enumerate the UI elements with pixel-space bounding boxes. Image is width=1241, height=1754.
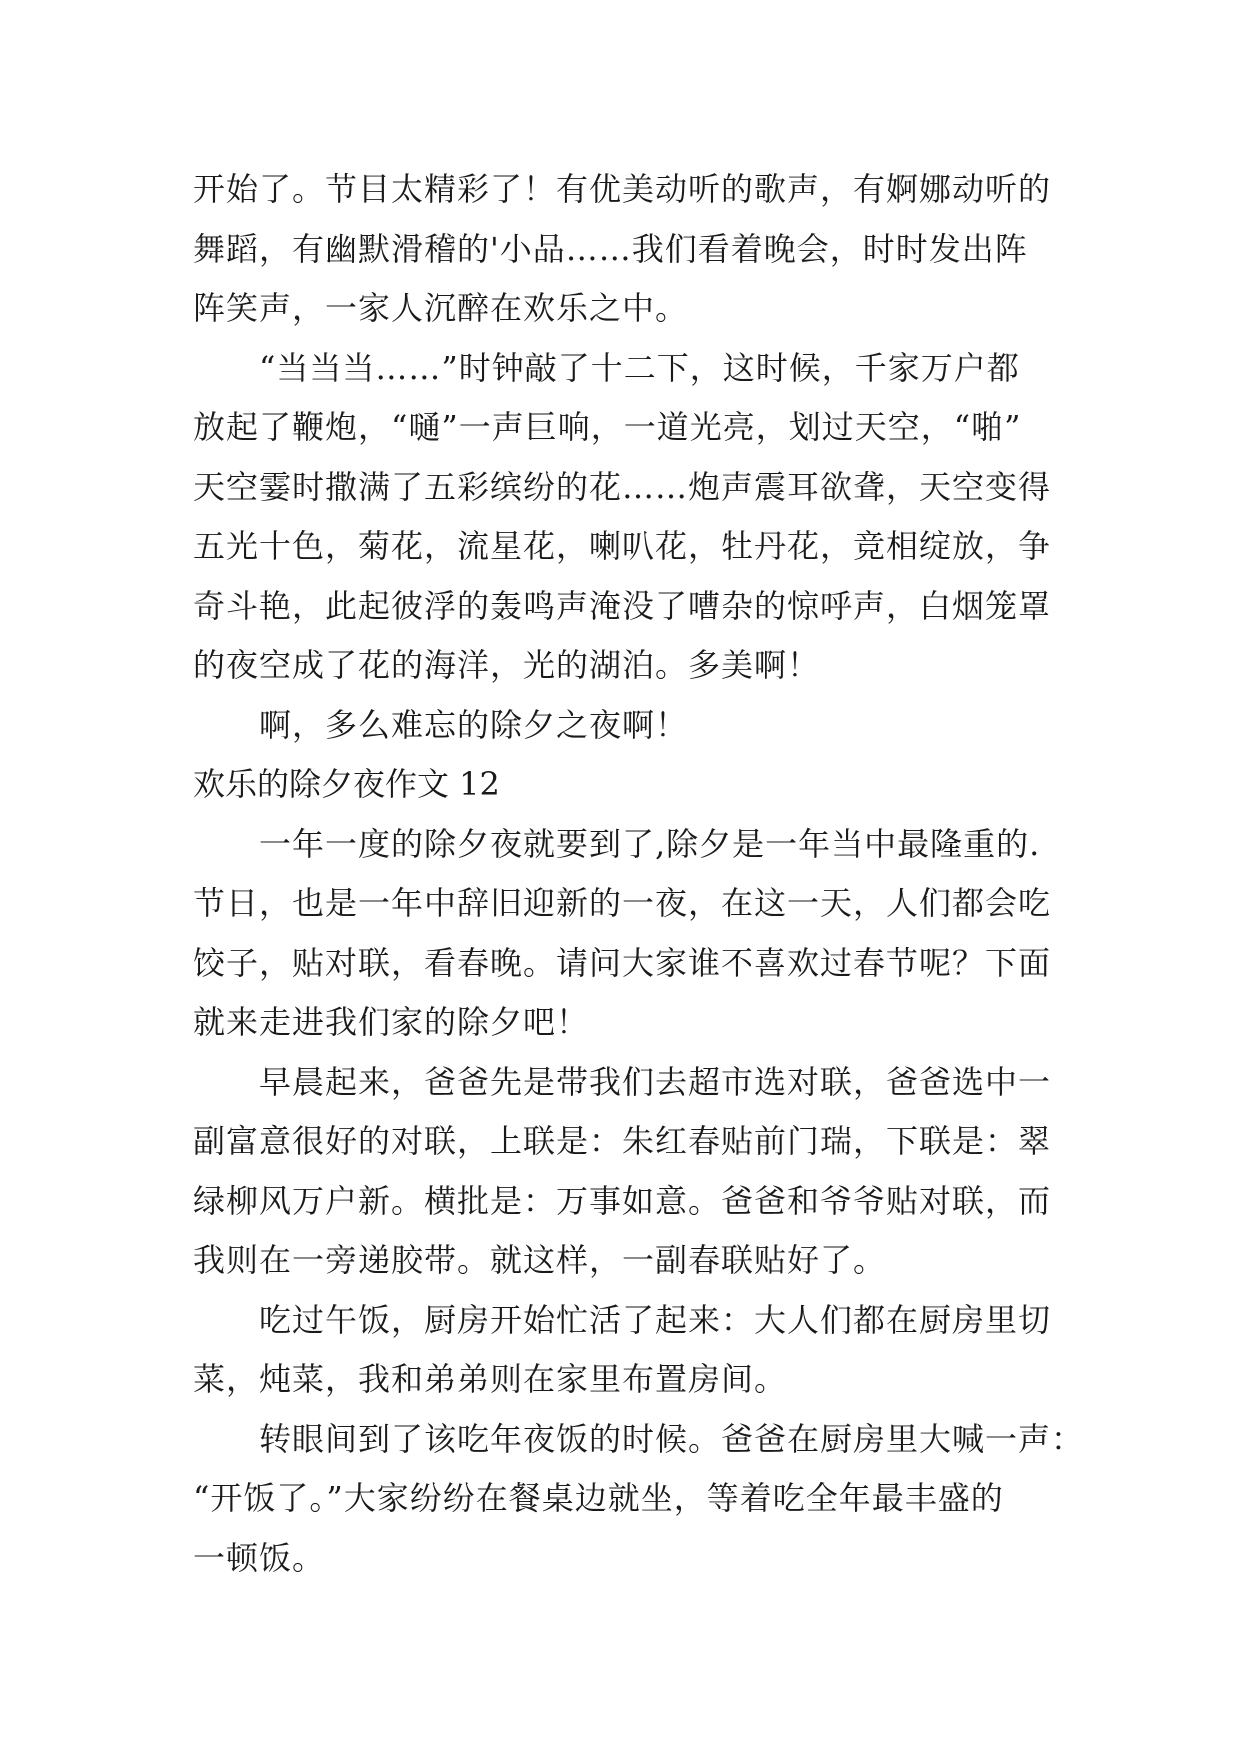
text-line: 菜，炖菜，我和弟弟则在家里布置房间。	[193, 1360, 788, 1398]
text-line: 饺子，贴对联，看春晚。请问大家谁不喜欢过春节呢？下面	[193, 943, 1052, 982]
essay-body	[193, 160, 1085, 1588]
text-line: 一年一度的除夕夜就要到了,除夕是一年当中最隆重的.	[259, 824, 1041, 863]
text-line: 奇斗艳，此起彼浮的轰鸣声淹没了嘈杂的惊呼声，白烟笼罩	[193, 586, 1052, 625]
text-line: 一顿饭。	[193, 1538, 326, 1577]
text-line: 阵笑声，一家人沉醉在欢乐之中。	[193, 289, 689, 327]
text-line: 吃过午饭，厨房开始忙活了起来：大人们都在厨房里切	[259, 1300, 1052, 1339]
text-line: 啊，多么难忘的除夕之夜啊！	[259, 705, 689, 744]
text-line: 舞蹈，有幽默滑稽的'小品……我们看着晚会，时时发出阵	[193, 229, 1028, 268]
text-line: 节日，也是一年中辞旧迎新的一夜，在这一天，人们都会吃	[193, 884, 1052, 922]
text-line: 转眼间到了该吃年夜饭的时候。爸爸在厨房里大喊一声：	[259, 1419, 1085, 1458]
text-line: 放起了鞭炮，“嗵”一声巨响，一道光亮，划过天空，“啪”	[193, 408, 1022, 446]
text-line: 副富意很好的对联，上联是：朱红春贴前门瑞，下联是：翠	[193, 1122, 1052, 1160]
text-line: 就来走进我们家的除夕吧！	[193, 1003, 590, 1041]
text-line: 的夜空成了花的海洋，光的湖泊。多美啊！	[193, 646, 821, 684]
essay-title: 欢乐的除夕夜作文 12	[193, 765, 500, 803]
text-line: 我则在一旁递胶带。就这样，一副春联贴好了。	[193, 1241, 887, 1279]
text-line: “开饭了。”大家纷纷在餐桌边就坐，等着吃全年最丰盛的	[193, 1479, 1004, 1517]
text-line: 天空霎时撒满了五彩缤纷的花……炮声震耳欲聋，天空变得	[193, 467, 1052, 506]
text-line: 绿柳风万户新。横批是：万事如意。爸爸和爷爷贴对联，而	[193, 1181, 1052, 1220]
text-line: 开始了。节目太精彩了！有优美动听的歌声，有婀娜动听的	[193, 170, 1052, 208]
text-line: “当当当……”时钟敲了十二下，这时候，千家万户都	[259, 348, 1020, 387]
text-line: 早晨起来，爸爸先是带我们去超市选对联，爸爸选中一	[259, 1062, 1052, 1101]
text-line: 五光十色，菊花，流星花，喇叭花，牡丹花，竞相绽放，争	[193, 527, 1052, 565]
